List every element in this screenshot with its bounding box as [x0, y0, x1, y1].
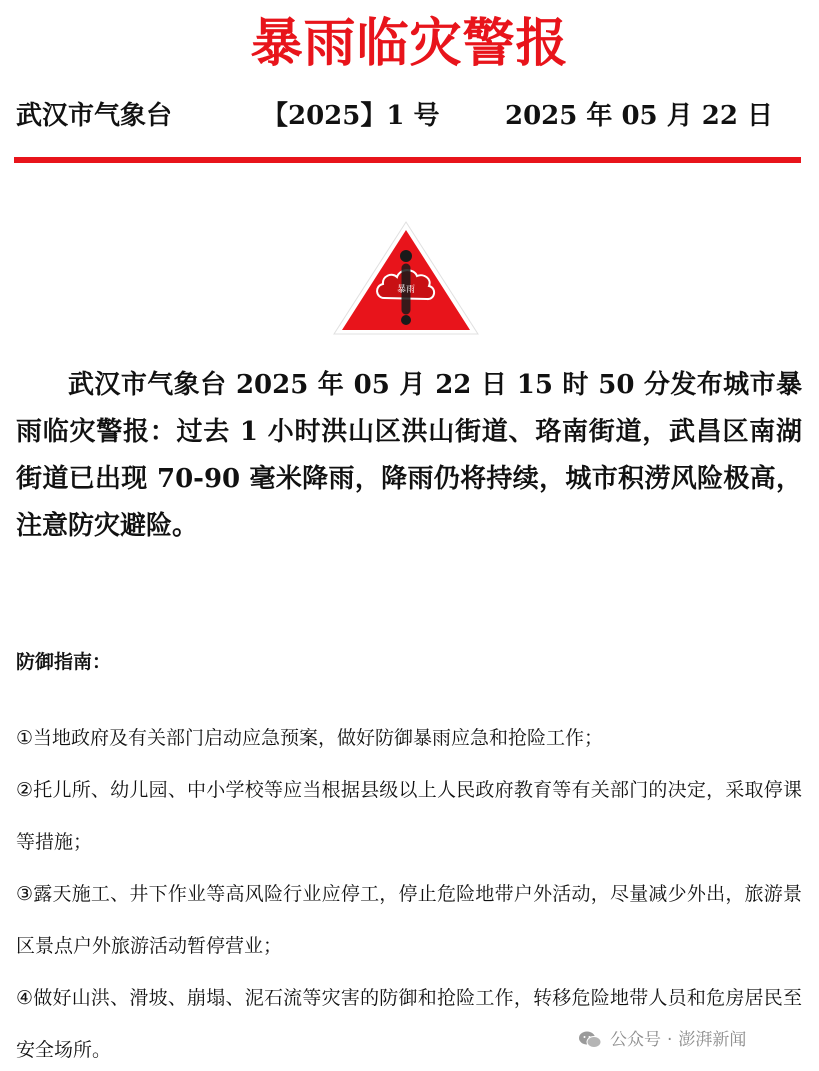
rainstorm-warning-icon — [330, 218, 482, 338]
watermark-platform: 公众号 — [610, 1030, 661, 1050]
guide-item-3: ③露天施工、井下作业等高风险行业应停工，停止危险地带户外活动，尽量减少外出，旅游景区景点户外旅游活动暂停营业； — [16, 883, 802, 957]
wechat-icon — [578, 1030, 602, 1050]
guide-heading: 防御指南： — [16, 651, 112, 673]
document-date: 2025 年 05 月 22 日 — [505, 101, 773, 131]
guide-item-1: ①当地政府及有关部门启动应急预案，做好防御暴雨应急和抢险工作； — [16, 727, 604, 749]
guide-item-2: ②托儿所、幼儿园、中小学校等应当根据县级以上人民政府教育等有关部门的决定，采取停课等措施； — [16, 779, 802, 853]
document-number: 【2025】1 号 — [262, 101, 440, 131]
watermark — [578, 1026, 746, 1054]
warning-icon-label: 暴雨 — [396, 285, 416, 295]
document-title: 暴雨临灾警报 — [250, 14, 569, 74]
watermark-account: 澎湃新闻 — [678, 1030, 747, 1050]
red-divider — [14, 157, 801, 163]
issuer-name: 武汉市气象台 — [16, 101, 173, 131]
guide-item-4: ④做好山洪、滑坡、崩塌、泥石流等灾害的防御和抢险工作，转移危险地带人员和危房居民至安全场所。 — [16, 987, 802, 1061]
warning-paragraph: 武汉市气象台 2025 年 05 月 22 日 15 时 50 分发布城市暴雨临灾警报：过去 1 小时洪山区洪山街道、珞南街道，武昌区南湖街道已出现 70-90 毫米降雨，降雨仍将持续，城市积涝风险极高，注意防灾避险。 — [16, 370, 802, 541]
guide-list — [16, 712, 802, 1071]
watermark-separator: · — [667, 1030, 673, 1050]
